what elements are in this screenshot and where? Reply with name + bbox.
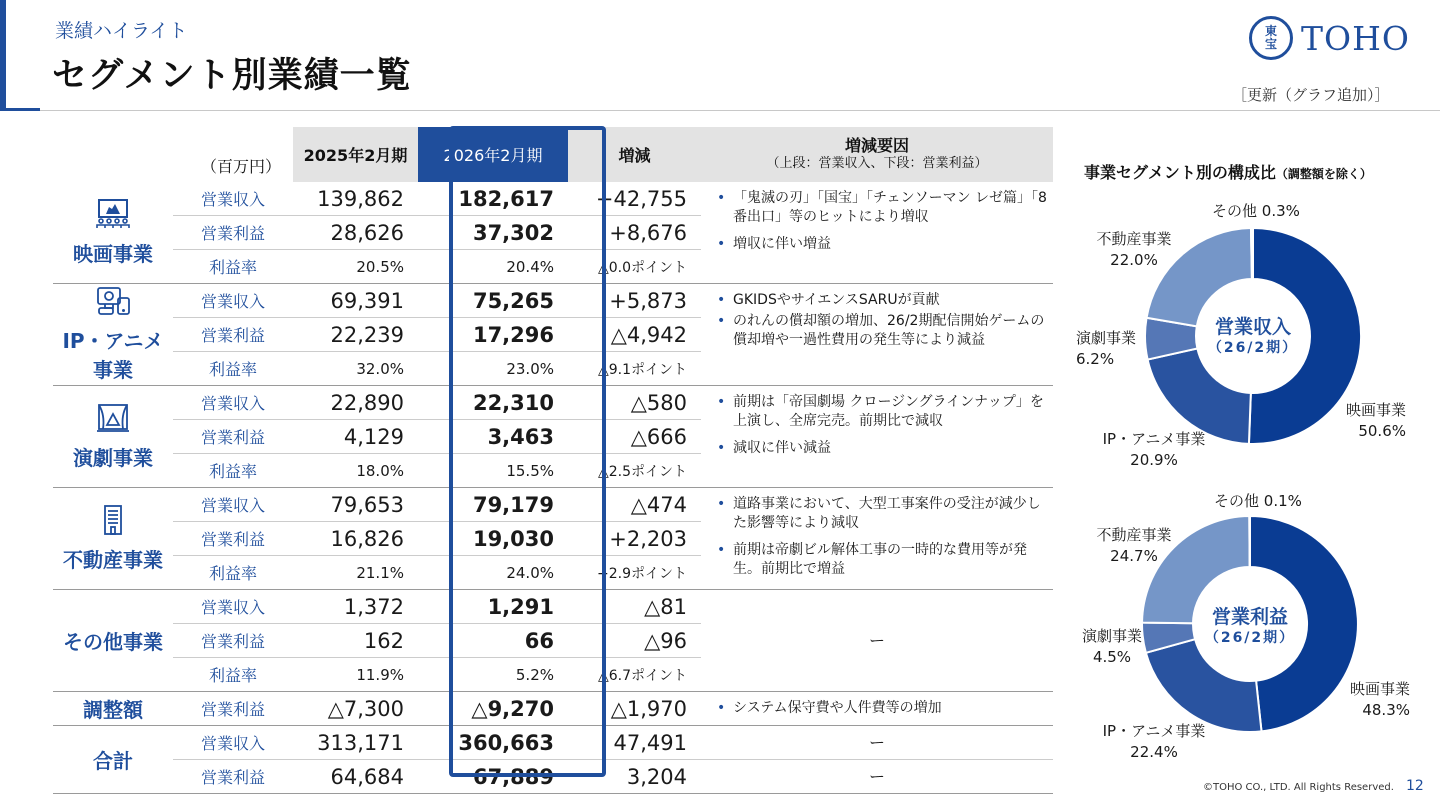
category-label: IP・アニメ事業: [1102, 430, 1206, 448]
value-prev: 69,391: [293, 284, 418, 318]
row-label: 営業利益: [173, 760, 293, 794]
segment-cell-cinema: [53, 182, 173, 284]
col-header-factor: [701, 127, 1053, 182]
segment-cell-theater: [53, 386, 173, 488]
row-label: 営業利益: [173, 420, 293, 454]
factor-item: • 減収に伴い減益: [717, 439, 1053, 458]
table-row: [53, 590, 1053, 624]
factor-item: • 前期は帝劇ビル解体工事の一時的な費用等が発生。前期比で増益: [717, 541, 1053, 579]
factor-item: • 道路事業において、大型工事案件の受注が減少した影響等により減収: [717, 495, 1053, 533]
value-current: 23.0%: [418, 352, 568, 386]
category-label: 演劇事業: [1081, 627, 1142, 645]
value-diff: △580: [568, 386, 701, 420]
value-prev: 22,890: [293, 386, 418, 420]
row-label: 営業収入: [173, 386, 293, 420]
value-diff: +2.9ポイント: [568, 556, 701, 590]
value-diff: +42,755: [568, 182, 701, 216]
value-diff: △96: [568, 624, 701, 658]
value-diff: +2,203: [568, 522, 701, 556]
factor-cell: [701, 386, 1053, 488]
value-diff: △81: [568, 590, 701, 624]
table-row: [53, 284, 1053, 318]
value-label: 48.3%: [1362, 701, 1410, 719]
table-row: [53, 692, 1053, 726]
factor-cell: [701, 692, 1053, 726]
category-label: その他: [1212, 202, 1258, 220]
segment-name-line2: 事業: [93, 358, 133, 382]
segment-cell-other: その他事業: [53, 590, 173, 692]
value-prev: 22,239: [293, 318, 418, 352]
factor-header-main: 増減要因: [844, 135, 909, 155]
header-divider-accent: [0, 108, 40, 111]
row-label: 営業収入: [173, 590, 293, 624]
page-title: セグメント別業績一覧: [52, 56, 412, 96]
col-header-current: 2026年2月期: [418, 127, 568, 182]
value-prev: 20.5%: [293, 250, 418, 284]
factor-cell: [701, 488, 1053, 590]
value-diff: +8,676: [568, 216, 701, 250]
logo-mark-bottom: 宝: [1264, 37, 1277, 51]
revenue-donut-center: [1193, 315, 1313, 357]
factor-cell: [701, 284, 1053, 386]
factor-cell: ー: [701, 726, 1053, 760]
factor-item: • のれんの償却額の増加、26/2期配信開始ゲームの償却増や一過性費用の発生等により減益: [717, 312, 1053, 350]
value-current: 182,617: [418, 182, 568, 216]
value-prev: △7,300: [293, 692, 418, 726]
row-label: 営業収入: [173, 488, 293, 522]
header-divider: [0, 110, 1440, 111]
category-label: IP・アニメ事業: [1102, 722, 1206, 740]
row-label: 利益率: [173, 250, 293, 284]
factor-item: • GKIDSやサイエンスSARUが貢献: [717, 291, 1053, 310]
value-current: 15.5%: [418, 454, 568, 488]
value-label: 0.1%: [1263, 492, 1302, 510]
factor-cell: [701, 182, 1053, 284]
toho-logo-mark: [1249, 16, 1293, 60]
value-prev: 11.9%: [293, 658, 418, 692]
value-prev: 313,171: [293, 726, 418, 760]
value-label: 50.6%: [1358, 422, 1406, 440]
donut-label-ip-anime: [1096, 721, 1212, 763]
col-header-diff: 増減: [568, 127, 701, 182]
value-prev: 32.0%: [293, 352, 418, 386]
ip-anime-icon: [95, 286, 131, 316]
value-diff: △0.0ポイント: [568, 250, 701, 284]
row-label: 利益率: [173, 658, 293, 692]
category-label: 映画事業: [1349, 680, 1410, 698]
value-current: 24.0%: [418, 556, 568, 590]
segment-cell-real-estate: [53, 488, 173, 590]
donut-center-title: 営業収入: [1214, 316, 1291, 338]
row-label: 営業収入: [173, 182, 293, 216]
segment-results-table: [53, 127, 1053, 794]
value-current: 5.2%: [418, 658, 568, 692]
value-current: 79,179: [418, 488, 568, 522]
category-label: その他: [1214, 492, 1260, 510]
row-label: 営業収入: [173, 284, 293, 318]
donut-label-theater: [1076, 626, 1148, 668]
value-current: 360,663: [418, 726, 568, 760]
segment-cell-adjustment: 調整額: [53, 692, 173, 726]
donut-label-other: [1214, 491, 1302, 512]
logo-text: TOHO: [1301, 18, 1410, 58]
category-label: 映画事業: [1345, 401, 1406, 419]
factor-item: • システム保守費や人件費等の増加: [717, 699, 1053, 718]
page-number: 12: [1406, 778, 1424, 794]
value-current: 67,889: [418, 760, 568, 794]
row-label: 営業利益: [173, 318, 293, 352]
value-prev: 162: [293, 624, 418, 658]
value-label: 22.0%: [1110, 251, 1158, 269]
toho-logo: [1249, 16, 1410, 60]
value-diff: 47,491: [568, 726, 701, 760]
value-diff: △4,942: [568, 318, 701, 352]
segment-name-line1: IP・アニメ: [62, 329, 164, 353]
value-current: 37,302: [418, 216, 568, 250]
donut-label-cinema: [1300, 679, 1410, 721]
value-prev: 16,826: [293, 522, 418, 556]
donut-label-other: [1212, 201, 1300, 222]
chart-section-title: [1084, 160, 1372, 183]
factor-item: • 増収に伴い増益: [717, 235, 1053, 254]
value-current: 19,030: [418, 522, 568, 556]
row-label: 利益率: [173, 352, 293, 386]
value-current: 1,291: [418, 590, 568, 624]
value-label: 6.2%: [1076, 350, 1115, 368]
segment-name: 不動産事業: [63, 547, 163, 572]
table-row: [53, 182, 1053, 216]
value-prev: 4,129: [293, 420, 418, 454]
value-diff: △6.7ポイント: [568, 658, 701, 692]
factor-cell: ー: [701, 590, 1053, 692]
value-diff: 3,204: [568, 760, 701, 794]
donut-center-title: 営業利益: [1211, 606, 1288, 628]
value-current: 17,296: [418, 318, 568, 352]
value-prev: 28,626: [293, 216, 418, 250]
donut-center-subtitle: （26/2期）: [1207, 340, 1299, 356]
donut-slice-other: [1249, 516, 1250, 567]
logo-mark-top: 東: [1264, 24, 1277, 38]
row-label: 利益率: [173, 556, 293, 590]
value-prev: 139,862: [293, 182, 418, 216]
value-label: 0.3%: [1261, 202, 1300, 220]
header-accent-bar: [0, 0, 6, 110]
factor-header-sub: （上段：営業収入、下段：営業利益）: [766, 155, 988, 171]
category-label: 不動産事業: [1096, 230, 1172, 248]
segment-name: 演劇事業: [73, 445, 153, 470]
table-header-row: [53, 127, 1053, 182]
value-prev: 1,372: [293, 590, 418, 624]
value-current: 66: [418, 624, 568, 658]
row-label: 営業利益: [173, 692, 293, 726]
value-current: 3,463: [418, 420, 568, 454]
value-prev: 64,684: [293, 760, 418, 794]
table-row: [53, 760, 1053, 794]
donut-label-real-estate: [1086, 525, 1182, 567]
factor-cell: ー: [701, 760, 1053, 794]
copyright-notice: ©TOHO CO., LTD. All Rights Reserved.: [1203, 782, 1394, 793]
donut-slice-ip-anime: [1146, 639, 1262, 732]
row-label: 利益率: [173, 454, 293, 488]
cinema-icon: [95, 199, 131, 229]
factor-item: • 前期は「帝国劇場 クロージングラインナップ」を上演し、全席完売。前期比で減収: [717, 393, 1053, 431]
donut-label-ip-anime: [1096, 429, 1212, 471]
value-current: 22,310: [418, 386, 568, 420]
value-diff: △1,970: [568, 692, 701, 726]
donut-center-subtitle: （26/2期）: [1204, 630, 1296, 646]
category-label: 演劇事業: [1076, 329, 1137, 347]
profit-donut-center: [1190, 605, 1310, 647]
donut-label-theater: [1076, 328, 1136, 370]
factor-item: • 「鬼滅の刃」「国宝」「チェンソーマン レゼ篇」「8番出口」等のヒットにより増収: [717, 189, 1053, 227]
value-diff: +5,873: [568, 284, 701, 318]
update-note: ［更新（グラフ追加）］: [1232, 86, 1390, 104]
col-header-prev: 2025年2月期: [293, 127, 418, 182]
row-label: 営業収入: [173, 726, 293, 760]
chart-title-note: （調整額を除く）: [1275, 167, 1372, 181]
unit-label: （百万円）: [173, 127, 293, 182]
table-row: [53, 488, 1053, 522]
section-subtitle: 業績ハイライト: [55, 20, 188, 42]
theater-icon: [95, 403, 131, 433]
value-prev: 18.0%: [293, 454, 418, 488]
value-label: 24.7%: [1110, 547, 1158, 565]
value-current: 20.4%: [418, 250, 568, 284]
donut-label-real-estate: [1086, 229, 1182, 271]
table-row: [53, 726, 1053, 760]
value-diff: △2.5ポイント: [568, 454, 701, 488]
value-diff: △474: [568, 488, 701, 522]
building-icon: [95, 505, 131, 535]
value-label: 4.5%: [1092, 648, 1132, 666]
category-label: 不動産事業: [1096, 526, 1172, 544]
value-prev: 21.1%: [293, 556, 418, 590]
value-label: 20.9%: [1130, 451, 1178, 469]
table-row: [53, 386, 1053, 420]
value-current: △9,270: [418, 692, 568, 726]
segment-cell-total: 合計: [53, 726, 173, 794]
value-prev: 79,653: [293, 488, 418, 522]
donut-label-cinema: [1300, 400, 1406, 442]
segment-cell-ip-anime: [53, 284, 173, 386]
value-diff: △666: [568, 420, 701, 454]
chart-title-main: 事業セグメント別の構成比: [1084, 163, 1276, 182]
value-label: 22.4%: [1130, 743, 1178, 761]
donut-slice-other: [1251, 228, 1253, 279]
segment-name: 映画事業: [73, 241, 153, 266]
value-current: 75,265: [418, 284, 568, 318]
row-label: 営業利益: [173, 624, 293, 658]
row-label: 営業利益: [173, 216, 293, 250]
row-label: 営業利益: [173, 522, 293, 556]
value-diff: △9.1ポイント: [568, 352, 701, 386]
